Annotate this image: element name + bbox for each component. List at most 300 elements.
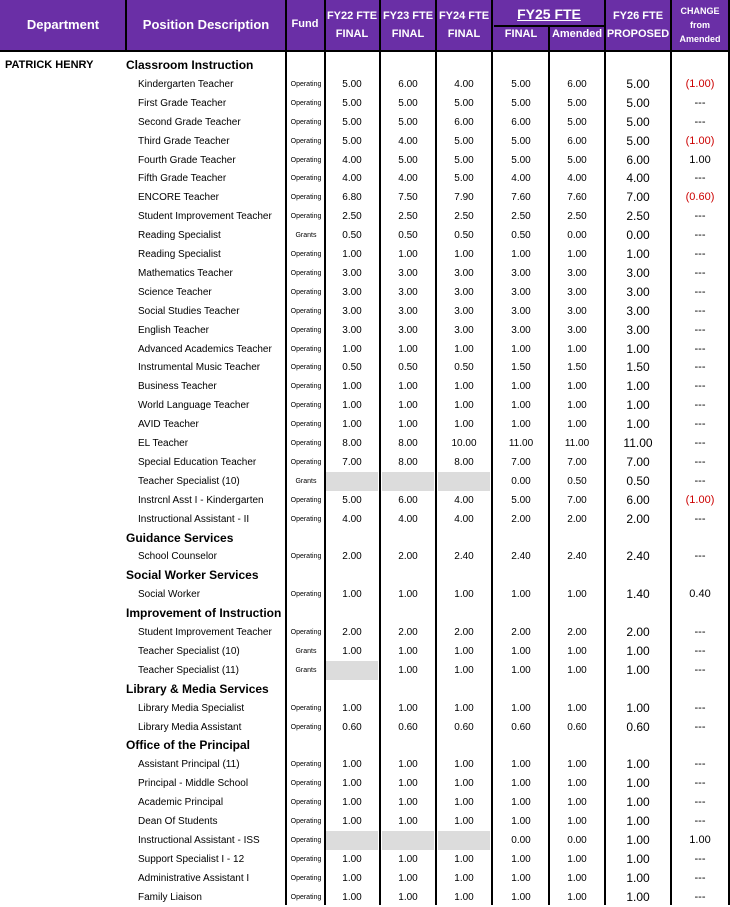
fund-cell: Operating [290,553,322,561]
fy25-final-cell: 3.00 [511,324,531,336]
fy23-cell: 1.00 [398,400,418,412]
position-cell: Fifth Grade Teacher [138,173,227,185]
position-cell: Teacher Specialist (10) [138,645,240,657]
fund-cell: Operating [290,458,322,466]
fy26-cell: 1.00 [626,851,650,866]
fy23-cell [382,472,434,491]
fund-cell: Operating [290,251,322,258]
fy22-cell: 1.00 [342,872,362,884]
table-row [0,207,730,226]
fund-cell: Operating [290,591,322,599]
fy23-cell: 1.00 [398,702,418,714]
fund-cell: Operating [290,421,322,429]
fy23-cell: 1.00 [398,381,418,393]
position-cell: Science Teacher [138,286,212,298]
fund-cell: Operating [290,893,322,901]
fy24-cell: 0.50 [454,362,474,374]
fund-cell: Operating [290,402,322,410]
position-cell: AVID Teacher [138,419,199,431]
table-row [0,151,730,170]
fy24-cell: 0.60 [454,721,474,733]
table-row [0,623,730,642]
fund-cell: Grants [295,647,317,655]
position-cell: World Language Teacher [138,400,250,412]
fy24-cell: 5.00 [454,173,474,185]
header-change-3: Amended [679,34,721,44]
fy26-cell: 6.00 [626,152,650,167]
department-name: PATRICK HENRY [5,59,94,71]
fy25-amended-cell: 1.00 [567,816,587,827]
fund-cell: Operating [290,175,322,183]
fy25-amended-cell: 1.00 [567,853,587,865]
fy22-cell: 1.00 [342,419,362,431]
change-cell: --- [694,455,706,468]
position-cell: Instructional Assistant - ISS [138,834,260,846]
table-row [0,264,730,283]
table-row [0,699,730,718]
fy25-amended-cell: 1.00 [567,589,587,601]
table-row [0,453,730,472]
change-cell: --- [694,701,706,714]
header-fy23-sub: FINAL [391,28,425,40]
position-cell: Fourth Grade Teacher [138,154,236,166]
change-cell: 0.40 [689,588,711,601]
fy23-cell: 2.00 [398,627,418,638]
fy25-final-cell: 1.00 [511,249,531,260]
fy22-cell: 5.00 [342,116,362,128]
fy23-cell: 1.00 [398,589,418,601]
fy23-cell: 1.00 [398,645,418,657]
fy26-cell: 1.00 [626,398,650,413]
fy22-cell: 1.00 [342,249,362,260]
fy22-cell: 5.00 [342,135,362,147]
fund-cell: Operating [290,383,322,391]
fy26-cell: 1.00 [626,417,650,432]
fy25-final-cell: 1.00 [511,872,531,884]
position-cell: Instructional Assistant - II [138,513,250,525]
position-cell: Administrative Assistant I [138,872,250,884]
table-row [0,132,730,151]
fy26-cell: 2.00 [626,625,650,639]
fy24-cell: 1.00 [454,400,474,412]
fy24-cell: 1.00 [454,872,474,884]
fy25-final-cell: 2.50 [511,211,531,223]
fy25-final-cell: 1.00 [511,419,531,431]
fund-cell: Operating [290,496,322,504]
change-cell: --- [694,720,706,733]
fy24-cell: 1.00 [454,891,474,903]
position-cell: ENCORE Teacher [138,192,219,204]
fy25-amended-cell: 7.00 [567,494,587,506]
fy24-cell [438,472,490,491]
position-cell: Instrumental Music Teacher [138,362,261,374]
fy26-cell: 0.00 [626,228,650,243]
fy24-cell: 3.00 [454,286,474,298]
fy25-amended-cell: 5.00 [567,154,587,166]
fund-cell: Operating [290,156,322,164]
fy25-amended-cell: 6.00 [567,78,587,90]
fy24-cell: 1.00 [454,759,474,771]
table-row [0,302,730,321]
position-cell: Academic Principal [138,797,224,809]
fund-cell: Operating [290,137,322,145]
fy25-final-cell: 5.00 [511,97,531,109]
fy25-final-cell: 5.00 [511,135,531,147]
table-row [0,718,730,737]
position-cell: Special Education Teacher [138,456,257,468]
fy25-final-cell: 1.00 [511,400,531,412]
fy22-cell: 1.00 [342,589,362,601]
fund-cell: Operating [290,118,322,126]
header-fy22-title: FY22 FTE [326,10,378,22]
table-row [0,396,730,415]
fy25-amended-cell: 1.00 [567,759,587,771]
fy25-amended-cell: 1.00 [567,249,587,260]
fy25-final-cell: 11.00 [508,438,534,449]
change-cell: --- [694,342,706,355]
fy23-cell: 3.00 [398,305,418,317]
change-cell: --- [694,266,706,279]
table-row [0,491,730,510]
header-fy24-sub: FINAL [447,28,481,40]
change-cell: --- [694,361,706,374]
position-cell: Mathematics Teacher [138,267,233,279]
fund-cell: Operating [290,515,322,523]
fy25-amended-cell: 1.00 [567,891,587,903]
change-cell: --- [694,323,706,336]
fund-cell: Operating [290,326,322,334]
fy25-final-cell: 0.50 [511,230,531,242]
fy25-amended-cell: 11.00 [564,438,590,449]
fy26-cell: 1.00 [626,247,650,261]
fund-cell: Grants [295,232,317,240]
fy24-cell: 1.00 [454,664,474,676]
fund-cell: Operating [290,723,322,731]
change-cell: --- [694,644,706,657]
fy23-cell: 1.00 [398,249,418,260]
position-cell: Reading Specialist [138,230,221,242]
fy22-cell: 1.00 [342,400,362,412]
fy25-final-cell: 3.00 [511,305,531,317]
table-row [0,358,730,377]
fy22-cell: 2.00 [342,627,362,638]
change-cell: --- [694,304,706,317]
table-row [0,510,730,529]
fy25-amended-cell: 1.00 [567,778,587,790]
fy23-cell: 1.00 [398,872,418,884]
table-row [0,755,730,774]
fy26-cell: 3.00 [626,284,650,299]
fy22-cell [326,472,378,491]
fund-cell: Operating [290,629,322,636]
header-fy25-final: FINAL [504,28,538,40]
position-cell: First Grade Teacher [138,97,227,109]
section-title: Social Worker Services [126,568,259,583]
fy25-final-cell: 1.00 [511,891,531,903]
change-cell: --- [694,285,706,298]
fy22-cell: 1.00 [342,343,362,355]
fy23-cell: 1.00 [398,664,418,676]
fy25-amended-cell: 3.00 [567,305,587,317]
header-fy24-title: FY24 FTE [438,10,490,22]
fy25-amended-cell: 0.60 [567,721,587,733]
table-header [0,0,730,52]
fund-cell: Operating [290,288,322,296]
table-row [0,793,730,812]
change-cell: --- [694,815,706,827]
fy25-final-cell: 1.00 [511,759,531,771]
fy24-cell: 1.00 [454,645,474,657]
fy23-cell [382,831,434,850]
fy22-cell: 1.00 [342,381,362,393]
fy22-cell: 3.00 [342,286,362,298]
fy24-cell: 3.00 [454,324,474,336]
col-divider [548,25,550,905]
fy22-cell: 5.00 [342,494,362,506]
fy25-final-cell: 7.00 [511,456,531,468]
fy23-cell: 1.00 [398,343,418,355]
change-cell: (0.60) [685,191,715,204]
fy26-cell: 5.00 [626,114,650,129]
position-cell: Dean Of Students [138,816,218,827]
position-cell: Principal - Middle School [138,778,249,790]
fy25-amended-cell: 2.40 [567,551,587,563]
fy26-cell: 1.00 [626,795,650,810]
fy23-cell: 0.60 [398,721,418,733]
section-title: Classroom Instruction [126,58,254,72]
fy26-cell: 11.00 [623,436,653,450]
header-change-1: CHANGE [680,6,720,16]
fund-cell: Operating [290,194,322,202]
section-title: Guidance Services [126,530,234,545]
fy23-cell: 1.00 [398,759,418,771]
fy25-amended-cell: 4.00 [567,173,587,185]
fy26-cell: 2.40 [626,549,650,564]
fy25-final-cell: 1.00 [511,381,531,393]
fy25-amended-cell: 1.00 [567,343,587,355]
change-cell: --- [694,248,706,260]
fy25-amended-cell: 1.00 [567,797,587,809]
fy26-cell: 3.00 [626,265,650,280]
fy22-cell: 2.00 [342,551,362,563]
fy26-cell: 2.50 [626,209,650,224]
change-cell: --- [694,172,706,185]
fy26-cell: 7.00 [626,190,650,205]
fy25-final-cell: 5.00 [511,78,531,90]
fy22-cell: 1.00 [342,853,362,865]
fy22-cell: 0.50 [342,362,362,374]
fy25-amended-cell: 3.00 [567,267,587,279]
fy24-cell: 6.00 [454,116,474,128]
fy22-cell: 8.00 [342,438,362,449]
fund-cell: Operating [290,345,322,353]
fy22-cell: 4.00 [342,154,362,166]
fy25-final-cell: 0.00 [511,834,531,846]
change-cell: (1.00) [685,77,715,90]
fy24-cell: 4.00 [454,494,474,506]
fund-cell: Operating [290,836,322,844]
header-fy26-sub: PROPOSED [606,28,670,40]
fund-cell: Operating [290,818,322,825]
fy22-cell: 1.00 [342,645,362,657]
fy25-amended-cell: 7.60 [567,192,587,204]
fy22-cell: 0.60 [342,721,362,733]
fy25-amended-cell: 0.00 [567,834,587,846]
position-cell: Kindergarten Teacher [138,78,234,90]
fund-cell: Grants [295,477,317,485]
fund-cell: Operating [290,364,322,372]
change-cell: --- [694,380,706,393]
col-divider [670,0,672,905]
position-cell: Library Media Specialist [138,702,245,714]
fy24-cell: 2.00 [454,627,474,638]
col-divider [491,0,493,905]
fy25-amended-cell: 2.50 [567,211,587,223]
change-cell: --- [694,663,706,676]
table-row [0,869,730,888]
change-cell: --- [694,115,706,128]
table-row [0,75,730,94]
fy24-cell: 1.00 [454,797,474,809]
fund-cell: Operating [290,440,322,447]
position-cell: English Teacher [138,324,209,336]
change-cell: --- [694,210,706,223]
fy25-final-cell: 2.40 [511,551,531,563]
table-row [0,169,730,188]
position-cell: Reading Specialist [138,249,221,260]
fy25-final-cell: 1.00 [511,589,531,601]
fy25-amended-cell: 1.00 [567,400,587,412]
fy25-final-cell: 4.00 [511,173,531,185]
fy23-cell: 4.00 [398,135,418,147]
header-fy25-title: FY25 FTE [517,6,581,22]
header-fund: Fund [291,18,319,30]
position-cell: Instrcnl Asst I - Kindergarten [138,494,264,506]
fy26-cell: 6.00 [626,492,650,507]
fy23-cell: 2.50 [398,211,418,223]
fy26-cell: 4.00 [626,171,650,186]
fy23-cell: 0.50 [398,230,418,242]
fy22-cell: 3.00 [342,305,362,317]
fy23-cell: 8.00 [398,438,418,449]
change-cell: --- [694,399,706,412]
table-row [0,415,730,434]
fy25-amended-cell: 5.00 [567,116,587,128]
change-cell: --- [694,871,706,884]
fy23-cell: 1.00 [398,419,418,431]
table-row [0,831,730,850]
fy22-cell: 4.00 [342,513,362,525]
fy22-cell: 2.50 [342,211,362,223]
change-cell: (1.00) [685,493,715,506]
fy25-final-cell: 1.00 [511,853,531,865]
fy23-cell: 1.00 [398,778,418,790]
fy24-cell: 1.00 [454,419,474,431]
fy26-cell: 7.00 [626,454,650,469]
fy23-cell: 7.50 [398,192,418,204]
fy22-cell: 5.00 [342,78,362,90]
change-cell: --- [694,474,706,487]
fy24-cell: 2.50 [454,211,474,223]
change-cell: --- [694,96,706,109]
fy25-final-cell: 1.00 [511,645,531,657]
fy22-cell: 3.00 [342,324,362,336]
fy24-cell: 0.50 [454,230,474,242]
fy25-final-cell: 0.00 [511,475,531,487]
col-divider [324,0,326,905]
fy26-cell: 1.00 [626,341,650,356]
fy22-cell: 7.00 [342,456,362,468]
fy22-cell: 3.00 [342,267,362,279]
fund-cell: Grants [295,666,317,674]
fy26-cell: 3.00 [626,322,650,337]
fy25-final-cell: 3.00 [511,286,531,298]
fy23-cell: 2.00 [398,551,418,563]
fy26-cell: 2.00 [626,511,650,526]
position-cell: EL Teacher [138,438,189,449]
table-row [0,850,730,869]
fy23-cell: 1.00 [398,853,418,865]
fy22-cell: 6.80 [342,192,362,204]
fy23-cell: 3.00 [398,267,418,279]
fy24-cell: 5.00 [454,135,474,147]
fy23-cell: 8.00 [398,456,418,468]
table-row [0,321,730,340]
fy25-final-cell: 1.50 [511,362,531,374]
col-divider [125,0,127,50]
change-cell: 1.00 [689,833,711,846]
fy25-amended-cell: 3.00 [567,286,587,298]
fy24-cell: 5.00 [454,154,474,166]
fy22-cell [326,661,378,680]
fy26-cell: 1.40 [626,587,650,602]
fy25-final-cell: 5.00 [511,154,531,166]
fy23-cell: 0.50 [398,362,418,374]
fund-cell: Operating [290,855,322,863]
table-row [0,434,730,453]
fy25-final-cell: 5.00 [511,494,531,506]
fy25-amended-cell: 1.00 [567,664,587,676]
position-cell: Family Liaison [138,891,202,903]
header-fy25-amended: Amended [551,28,603,40]
table-row [0,888,730,907]
fy25-final-cell: 6.00 [511,116,531,128]
change-cell: --- [694,777,706,790]
fy23-cell: 6.00 [398,78,418,90]
fy25-amended-cell: 1.00 [567,381,587,393]
fy24-cell: 1.00 [454,381,474,393]
fy24-cell [438,831,490,850]
header-fy22-sub: FINAL [335,28,369,40]
fy23-cell: 3.00 [398,286,418,298]
position-cell: Second Grade Teacher [138,116,241,128]
fy25-final-cell: 2.00 [511,513,531,525]
header-position: Position Description [142,17,270,32]
fy24-cell: 8.00 [454,456,474,468]
section-title: Library & Media Services [126,681,269,696]
fy25-final-cell: 2.00 [511,627,531,638]
fy22-cell: 1.00 [342,702,362,714]
position-cell: Social Studies Teacher [138,305,240,317]
fy24-cell: 7.90 [454,192,474,204]
table-row [0,245,730,264]
change-cell: --- [694,626,706,638]
fy24-cell: 1.00 [454,816,474,827]
fy26-cell: 5.00 [626,95,650,110]
fy23-cell: 1.00 [398,797,418,809]
fy23-cell: 4.00 [398,513,418,525]
fy24-cell: 1.00 [454,702,474,714]
